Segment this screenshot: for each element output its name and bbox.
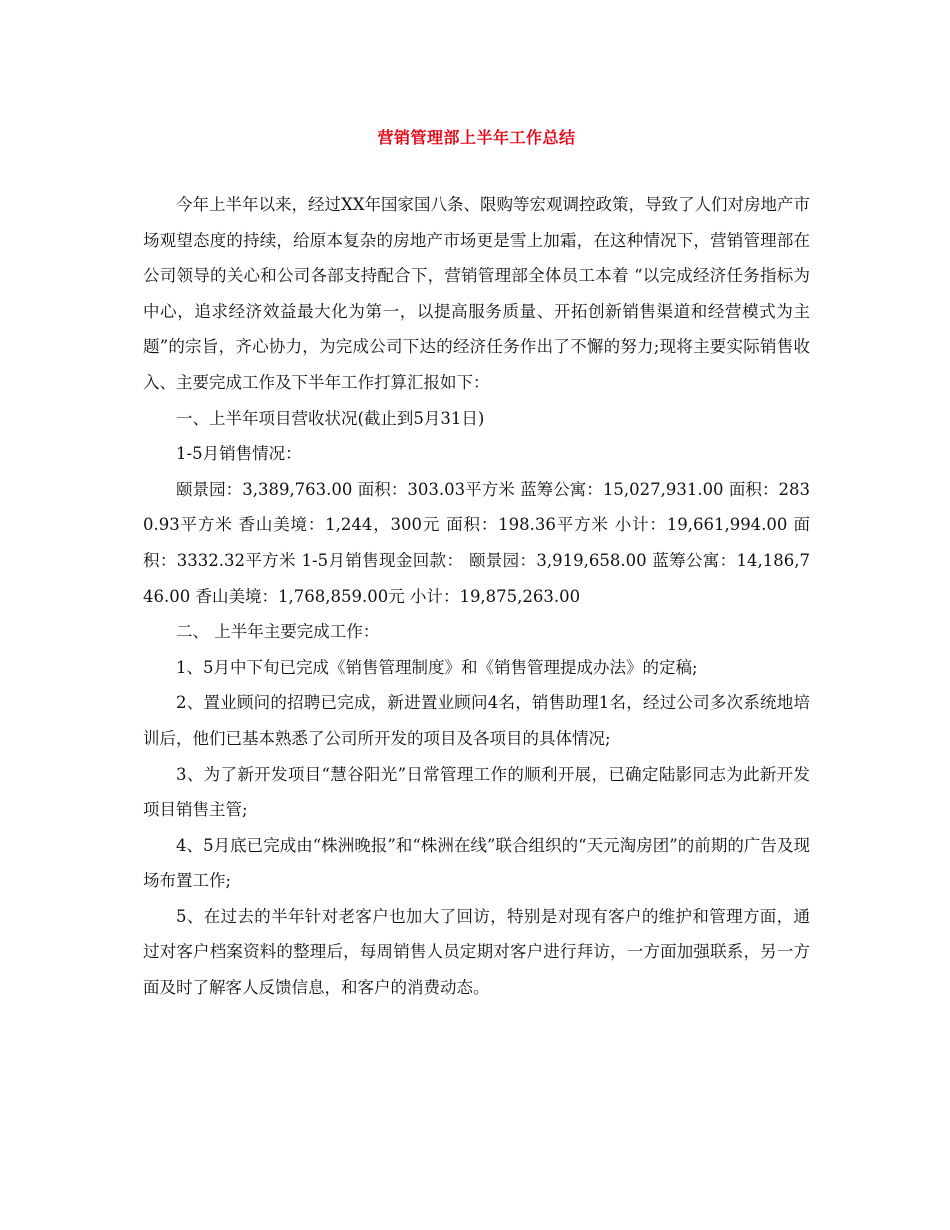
- list-item-5: 5、在过去的半年针对老客户也加大了回访，特别是对现有客户的维护和管理方面，通过对客户档案资料的整理后，每周销售人员定期对客户进行拜访，一方面加强联系，另一方面及时了解客人反馈信息，和客户的消费动态。: [143, 906, 810, 998]
- list-item-4: 4、5月底已完成由“株洲晚报”和“株洲在线”联合组织的“天元淘房团”的前期的广告及现场布置工作;: [143, 835, 810, 891]
- document-body: [143, 187, 810, 1006]
- section-heading-completed-work: 二、 上半年主要完成工作：: [176, 622, 380, 642]
- document-title: 营销管理部上半年工作总结: [377, 128, 576, 147]
- subheading-sales-jan-may: 1-5月销售情况：: [176, 444, 302, 464]
- section-heading-revenue: 一、上半年项目营收状况(截止到5月31日): [176, 408, 485, 428]
- list-item-2: 2、置业顾问的招聘已完成，新进置业顾问4名，销售助理1名，经过公司多次系统地培训后，他们已基本熟悉了公司所开发的项目及各项目的具体情况;: [143, 693, 810, 748]
- paragraph-sales-figures: 颐景园：3,389,763.00 面积：303.03平方米 蓝筹公寓：15,027,931.00 面积：2830.93平方米 香山美境：1,244，300元 面积：198.36平方米 小计：19,661,994.00 面积：3332.32平方米 1-5月销售现金回款： 颐景园：3,919,658.00 蓝筹公寓：14,186,746.00 香山美境：1,768,859.00元 小计：19,875,263.00: [143, 479, 810, 606]
- list-item-1: 1、5月中下旬已完成《销售管理制度》和《销售管理提成办法》的定稿;: [176, 657, 698, 677]
- paragraph-intro: 今年上半年以来，经过XX年国家国八条、限购等宏观调控政策，导致了人们对房地产市场观望态度的持续，给原本复杂的房地产市场更是雪上加霜，在这种情况下，营销管理部在公司领导的关心和公司各部支持配合下，营销管理部全体员工本着 “以完成经济任务指标为中心，追求经济效益最大化为第一，以提高服务质量、开拓创新销售渠道和经营模式为主题”的宗旨，齐心协力，为完成公司下达的经济任务作出了不懈的努力;现将主要实际销售收入、主要完成工作及下半年工作打算汇报如下：: [143, 195, 810, 392]
- list-item-3: 3、为了新开发项目“慧谷阳光”日常管理工作的顺利开展，已确定陆影同志为此新开发项目销售主管;: [143, 764, 810, 820]
